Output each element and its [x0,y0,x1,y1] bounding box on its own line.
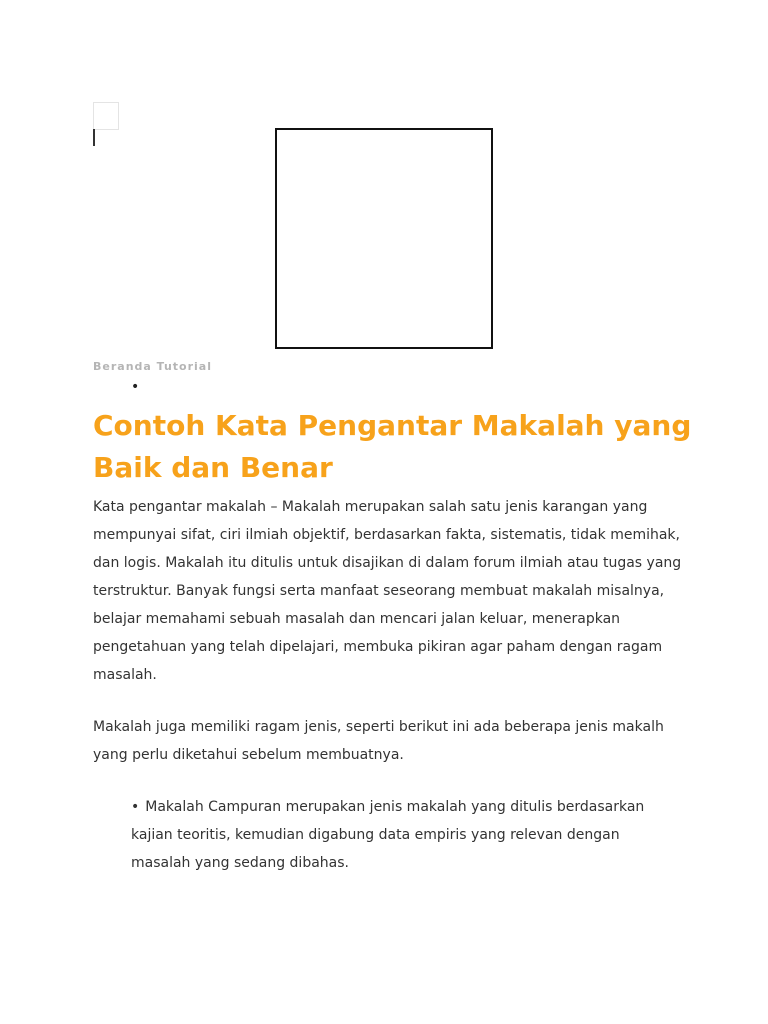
list-item [131,793,671,877]
list-item-text: Makalah Campuran merupakan jenis makalah yang ditulis berdasarkan kajian teoritis, kemudian digabung data empiris yang relevan dengan masalah yang sedang dibahas. [131,799,645,871]
article-image-placeholder [275,128,493,349]
page-title: Contoh Kata Pengantar Makalah yang Baik dan Benar [93,409,692,484]
article-paragraph-1: Kata pengantar makalah – Makalah merupakan salah satu jenis karangan yang mempunyai sifat, ciri ilmiah objektif, berdasarkan fakta, sistematis, tidak memihak, dan logis. Makalah itu ditulis untuk disajikan di dalam forum ilmiah atau tugas yang terstruktur. Banyak fungsi serta manfaat seseorang membuat makalah misalnya, belajar memahami sebuah masalah dan mencari jalan keluar, menerapkan pengetahuan yang telah dipelajari, membuka pikiran agar paham dengan ragam masalah. [93,499,682,683]
list-bullet: • [131,799,140,815]
separator-bullet: • [131,379,140,395]
image-placeholder-small [93,102,119,130]
breadcrumb[interactable]: Beranda Tutorial [93,360,212,373]
text-caret [93,129,95,146]
article-bullet-list [131,793,671,877]
article-paragraph-2: Makalah juga memiliki ragam jenis, seperti berikut ini ada beberapa jenis makalh yang perlu diketahui sebelum membuatnya. [93,719,664,763]
